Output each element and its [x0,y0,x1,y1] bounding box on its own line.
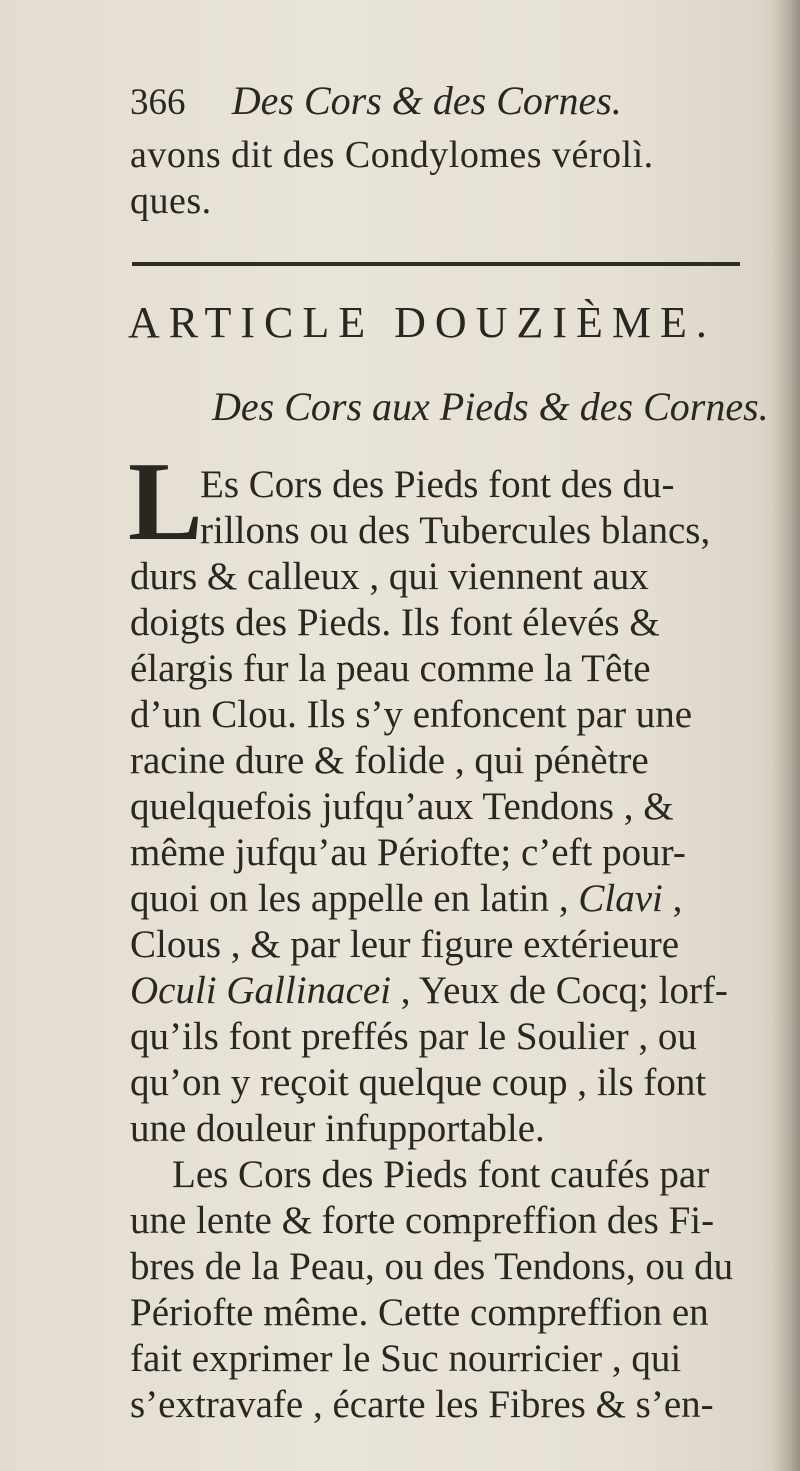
paragraph-2-line-5: fait exprimer le Suc nourricier , qui [130,1337,682,1380]
paragraph-1-line-2: rillons ou des Tubercules blancs, [200,509,711,552]
paragraph-2-line-2: une lente & forte compreffion des Fi- [130,1199,715,1242]
latin-term: Oculi Gallinacei [130,969,392,1012]
paragraph-1-line-5: élargis fur la peau comme la Tête [130,647,651,690]
running-title: Des Cors & des Cornes. [231,78,622,123]
latin-term: Clavi [578,877,663,920]
paragraph-2-line-1: Les Cors des Pieds font caufés par [172,1153,710,1196]
carryover-line-1: avons dit des Condylomes vérolì. [130,134,654,176]
paragraph-1-line-7: racine dure & folide , qui pénètre [130,739,649,782]
page-edge-shadow [772,0,800,1471]
section-title: Des Cors aux Pieds & des Cornes. [212,384,769,429]
paragraph-1-line-9: même jufqu’au Périofte; c’eft pour- [130,831,686,874]
paragraph-1-line-1: Es Cors des Pieds font des du- [200,463,675,506]
paragraph-2-line-4: Périofte même. Cette compreffion en [130,1291,709,1334]
paragraph-1-line-3: durs & calleux , qui viennent aux [130,555,649,598]
paragraph-1-line-10 [130,876,682,922]
paragraph-1-line-11: Clous , & par leur figure extérieure [130,923,680,966]
carryover-line-2: ques. [130,180,212,222]
text-run: , Yeux de Cocq; lorf- [391,969,728,1012]
paragraph-1-line-13: qu’ils font preffés par le Soulier , ou [130,1015,697,1058]
running-head [130,78,730,124]
paragraph-1-line-4: doigts des Pieds. Ils font élevés & [130,601,660,644]
text-run: , [662,877,683,920]
article-heading: ARTICLE DOUZIÈME. [128,298,716,347]
text-run: quoi on les appelle en latin , [130,877,579,920]
paragraph-2-line-6: s’extravafe , écarte les Fibres & s’en- [130,1383,714,1426]
paragraph-1-line-12 [130,968,728,1014]
paragraph-1-line-8: quelquefois jufqu’aux Tendons , & [130,785,674,828]
page-number: 366 [130,82,186,123]
paragraph-1-line-6: d’un Clou. Ils s’y enfoncent par une [130,693,693,736]
paragraph-1-line-15: une douleur infupportable. [130,1107,545,1150]
section-divider [132,262,740,266]
paragraph-1-line-14: qu’on y reçoit quelque coup , ils font [130,1061,707,1104]
paragraph-2-line-3: bres de la Peau, ou des Tendons, ou du [130,1245,734,1288]
drop-cap: L [128,440,203,564]
